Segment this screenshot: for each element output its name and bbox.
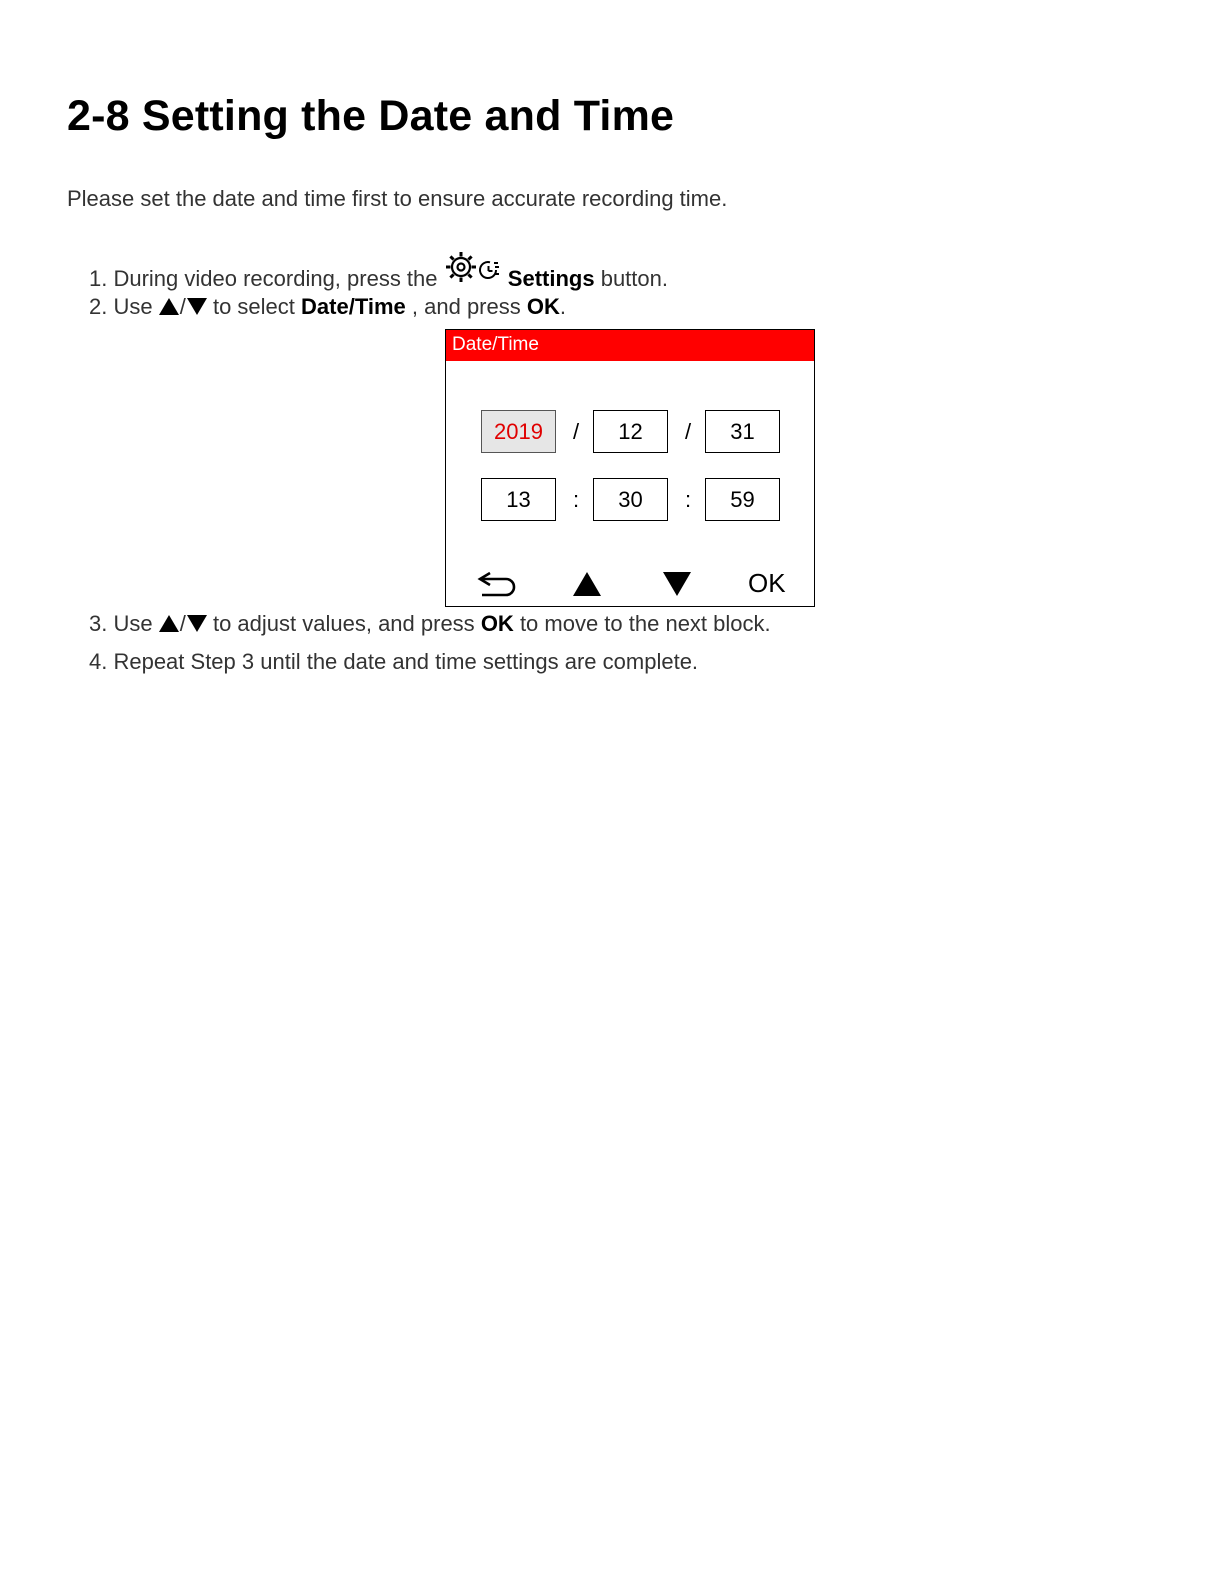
back-arrow-icon xyxy=(476,568,518,600)
step-1-end: button. xyxy=(600,266,668,291)
time-separator: : xyxy=(572,487,580,512)
step-3 xyxy=(89,611,771,637)
settings-label: Settings xyxy=(507,266,595,291)
date-separator: / xyxy=(684,419,692,444)
slash-separator: / xyxy=(179,294,186,319)
settings-gear-icon xyxy=(444,250,502,286)
triangle-up-icon xyxy=(159,298,179,315)
hour-field[interactable]: 13 xyxy=(481,478,556,521)
second-field[interactable]: 59 xyxy=(705,478,780,521)
triangle-down-icon xyxy=(187,615,207,632)
step-2-text: 2. Use xyxy=(89,294,153,319)
triangle-down-icon xyxy=(663,572,691,596)
slash-separator: / xyxy=(179,611,186,636)
triangle-up-icon xyxy=(573,572,601,596)
date-time-label: Date/Time xyxy=(301,294,406,319)
ok-button[interactable]: OK xyxy=(748,568,786,598)
ok-label: OK xyxy=(480,611,514,636)
minute-field[interactable]: 30 xyxy=(593,478,668,521)
year-field[interactable]: 2019 xyxy=(481,410,556,453)
up-button[interactable] xyxy=(573,572,601,596)
down-button[interactable] xyxy=(663,572,691,596)
triangle-down-icon xyxy=(187,298,207,315)
intro-text: Please set the date and time first to ensure accurate recording time. xyxy=(67,186,728,211)
step-2-mid: to select xyxy=(212,294,295,319)
ok-label: OK xyxy=(526,294,560,319)
back-button[interactable] xyxy=(476,568,518,605)
triangle-up-icon xyxy=(159,615,179,632)
day-field[interactable]: 31 xyxy=(705,410,780,453)
step-2-end: . xyxy=(559,294,566,319)
month-field[interactable]: 12 xyxy=(593,410,668,453)
dialog-header xyxy=(446,330,814,361)
step-3-mid: to adjust values, and press xyxy=(212,611,475,636)
step-3-end: to move to the next block. xyxy=(519,611,771,636)
step-4: 4. Repeat Step 3 until the date and time settings are complete. xyxy=(89,649,699,674)
step-1-text: 1. During video recording, press the xyxy=(89,266,438,291)
step-2 xyxy=(89,294,566,320)
date-separator: / xyxy=(572,419,580,444)
step-2-mid2: , and press xyxy=(411,294,521,319)
dialog-title: Date/Time xyxy=(452,334,539,355)
date-time-dialog xyxy=(445,329,815,607)
step-3-text: 3. Use xyxy=(89,611,153,636)
page-title: 2-8 Setting the Date and Time xyxy=(67,92,675,140)
step-1 xyxy=(89,256,668,292)
time-separator: : xyxy=(684,487,692,512)
